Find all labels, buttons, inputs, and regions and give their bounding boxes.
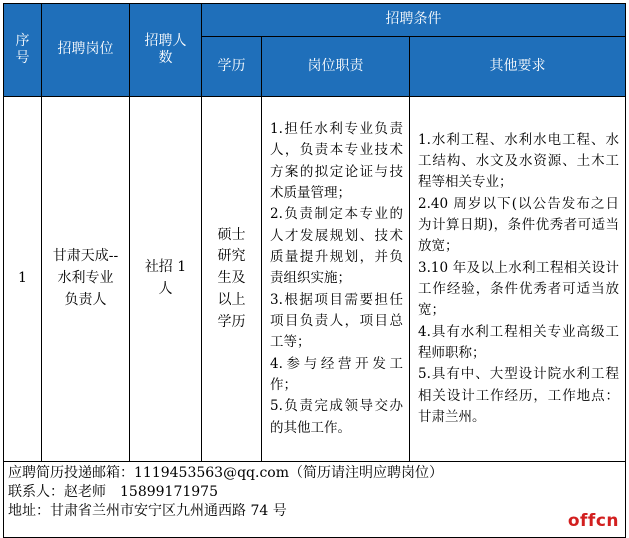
duty-item: 4.参与经营开发工作； (270, 355, 403, 393)
requirement-item: 1.水利工程、水利水电工程、水工结构、水文及水资源、土木工程等相关专业； (418, 131, 619, 191)
requirement-item: 2.40 周岁以下(以公告发布之日为计算日期)，条件优秀者可适当放宽； (418, 195, 619, 255)
duty-item: 5.负责完成领导交办的其他工作。 (270, 398, 403, 436)
requirement-item: 5.具有中、大型设计院水利工程相关设计工作经历，工作地点：甘肃兰州。 (418, 366, 619, 425)
cell-duties (262, 97, 410, 462)
cell-education: 硕士研究生及以上学历 (202, 97, 262, 462)
duty-item: 3.根据项目需要担任项目负责人，项目总工等； (270, 291, 403, 351)
header-count: 招聘人数 (130, 4, 202, 97)
footer-info (4, 462, 626, 538)
requirement-item: 4.具有水利工程相关专业高级工程师职称； (418, 323, 619, 361)
header-seq: 序号 (4, 4, 42, 97)
header-conditions: 招聘条件 (202, 4, 626, 37)
offcn-watermark: offcn (567, 511, 619, 531)
address-line: 地址：甘肃省兰州市安宁区九州通西路 74 号 (8, 503, 287, 519)
header-position: 招聘岗位 (42, 4, 130, 97)
header-education: 学历 (202, 37, 262, 97)
recruitment-table (3, 3, 626, 538)
cell-count: 社招 1 人 (130, 97, 202, 462)
duty-item: 2.负责制定本专业的人才发展规划、技术质量提升规划，并负责组织实施； (270, 206, 403, 287)
header-duties: 岗位职责 (262, 37, 410, 97)
header-other: 其他要求 (410, 37, 626, 97)
table-row (4, 97, 626, 462)
cell-position: 甘肃天成--水利专业负责人 (42, 97, 130, 462)
cell-seq: 1 (4, 97, 42, 462)
contact-line: 联系人：赵老师 15899171975 (8, 484, 218, 500)
duty-item: 1.担任水利专业负责人，负责本专业技术方案的拟定论证与技术质量管理； (270, 121, 403, 202)
cell-other (410, 97, 626, 462)
requirement-item: 3.10 年及以上水利工程相关设计工作经验，条件优秀者可适当放宽； (418, 259, 619, 319)
email-line: 应聘简历投递邮箱：1119453563@qq.com（简历请注明应聘岗位） (8, 465, 443, 481)
